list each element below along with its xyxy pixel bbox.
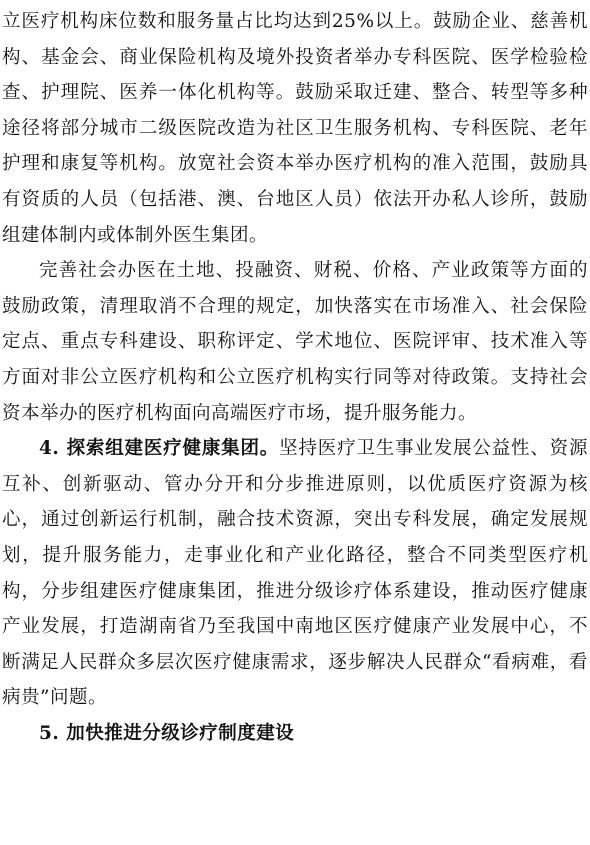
paragraph-text: 坚持医疗卫生事业发展公益性、资源互补、创新驱动、管办分开和分步推进原则，以优质医疗资源为核心，通过创新运行机制，融合技术资源，突出专科发展，确定发展规划，提升服务能力，走事业化和产业化路径，整合不同类型医疗机构，分步组建医疗健康集团，推进分级诊疗体系建设，推动医疗健康产业发展，打造湖南省乃至我国中南地区医疗健康产业发展中心，不断满足人民群众多层次医疗健康需求，逐步解决人民群众“看病难，看病贵”问题。 [2, 438, 588, 709]
paragraph-private-medical-policy [2, 253, 588, 431]
paragraph-health-group [2, 431, 588, 716]
document-page [2, 4, 588, 751]
section-heading-4: 4. 探索组建医疗健康集团。 [39, 438, 280, 460]
section-heading-5: 5. 加快推进分级诊疗制度建设 [39, 722, 295, 744]
paragraph-text: 完善社会办医在土地、投融资、财税、价格、产业政策等方面的鼓励政策，清理取消不合理的规定，加快落实在市场准入、社会保险定点、重点专科建设、职称评定、学术地位、医院评审、技术准入等方面对非公立医疗机构和公立医疗机构实行同等对待政策。支持社会资本举办的医疗机构面向高端医疗市场，提升服务能力。 [2, 260, 588, 424]
paragraph-text: 立医疗机构床位数和服务量占比均达到25%以上。鼓励企业、慈善机构、基金会、商业保险机构及境外投资者举办专科医院、医学检验检查、护理院、医养一体化机构等。鼓励采取迁建、整合、转型等多种途径将部分城市二级医院改造为社区卫生服务机构、专科医院、老年护理和康复等机构。放宽社会资本举办医疗机构的准入范围，鼓励具有资质的人员（包括港、澳、台地区人员）依法开办私人诊所，鼓励组建体制内或体制外医生集团。 [2, 11, 588, 246]
paragraph-hospital-capacity [2, 4, 588, 253]
